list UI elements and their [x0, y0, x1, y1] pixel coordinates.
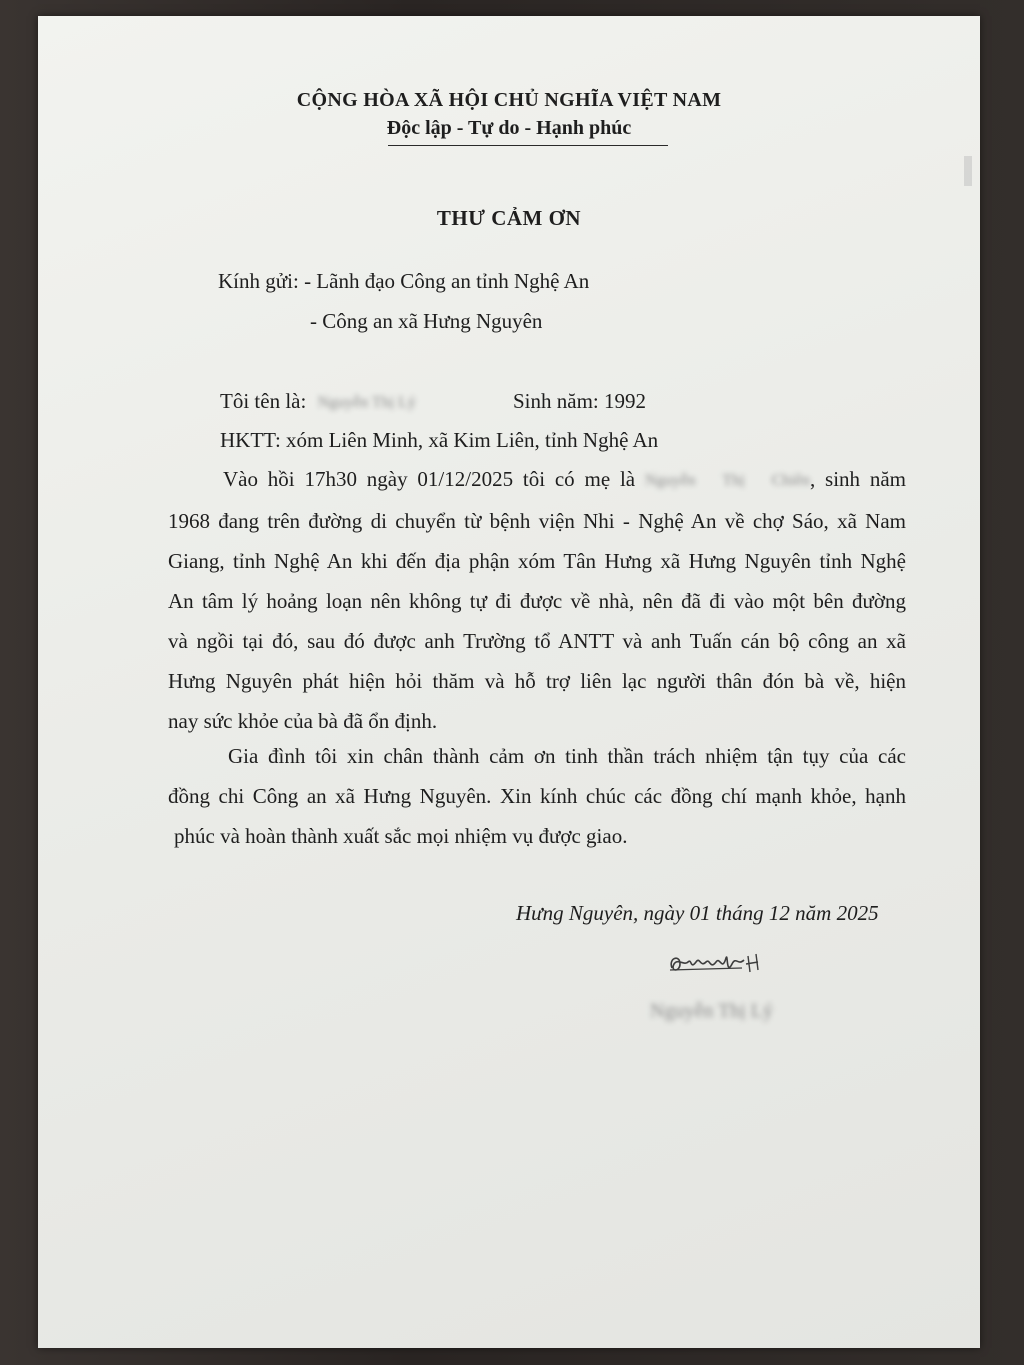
- handwritten-signature: [666, 946, 762, 982]
- para1-line-6: Hưng Nguyên phát hiện hỏi thăm và hỗ trợ liên lạc người thân đón bà về, hiện: [168, 669, 906, 694]
- para1-line-2: 1968 đang trên đường di chuyển từ bệnh viện Nhi - Nghệ An về chợ Sáo, xã Nam: [168, 509, 906, 534]
- name-label: Tôi tên là:: [220, 389, 307, 413]
- hktt-line: [220, 428, 658, 453]
- recipient-line-2: [310, 309, 542, 334]
- hktt-text: HKTT: xóm Liên Minh, xã Kim Liên, tỉnh Nghệ An: [220, 428, 659, 452]
- redacted-mother-name: Nguyễn Thị Chiên: [644, 472, 810, 490]
- edge-mark: [964, 156, 972, 186]
- recipient-line-1: [218, 269, 589, 294]
- redacted-name: Nguyễn Thị Lý: [317, 394, 416, 412]
- birth-label: Sinh năm:: [513, 389, 599, 413]
- para1-line-1: Vào hồi 17h30 ngày 01/12/2025 tôi có mẹ là Nguyễn Thị Chiên, sinh năm: [168, 459, 906, 501]
- motto-underline: [388, 145, 668, 146]
- place-date: Hưng Nguyên, ngày 01 tháng 12 năm 2025: [516, 901, 879, 925]
- main-paragraph: [168, 459, 906, 741]
- para1-line-7: nay sức khỏe của bà đã ổn định.: [168, 709, 438, 734]
- birth-year-line: [513, 389, 646, 414]
- letter-title: THƯ CẢM ƠN: [436, 206, 582, 230]
- para1-line-3: Giang, tỉnh Nghệ An khi đến địa phận xóm Tân Hưng xã Hưng Nguyên tỉnh Nghệ: [168, 549, 906, 574]
- redacted-signer-name: Nguyễn Thị Lý: [650, 1000, 773, 1022]
- thanks-paragraph: [168, 736, 906, 856]
- recipient-1: - Lãnh đạo Công an tỉnh Nghệ An: [304, 269, 590, 293]
- recipient-2: - Công an xã Hưng Nguyên: [310, 309, 543, 333]
- sender-name-line: [220, 389, 468, 414]
- national-title: CỘNG HÒA XÃ HỘI CHỦ NGHĨA VIỆT NAM: [296, 89, 722, 111]
- recipient-prefix: Kính gửi:: [218, 269, 299, 293]
- para1-line-4: An tâm lý hoảng loạn nên không tự đi được về nhà, nên đã đi vào một bên đường: [168, 589, 906, 614]
- national-motto: Độc lập - Tự do - Hạnh phúc: [386, 117, 632, 139]
- para2-line-3: phúc và hoàn thành xuất sắc mọi nhiệm vụ được giao.: [174, 824, 628, 848]
- letter-paper: [38, 16, 980, 1348]
- birth-year: 1992: [604, 389, 647, 413]
- para1-line-5: và ngồi tại đó, sau đó được anh Trường tổ ANTT và anh Tuấn cán bộ công an xã: [168, 629, 906, 654]
- para2-line-1: Gia đình tôi xin chân thành cảm ơn tinh thần trách nhiệm tận tụy của các: [228, 744, 906, 768]
- para2-line-2: đồng chi Công an xã Hưng Nguyên. Xin kính chúc các đồng chí mạnh khỏe, hạnh: [168, 784, 906, 808]
